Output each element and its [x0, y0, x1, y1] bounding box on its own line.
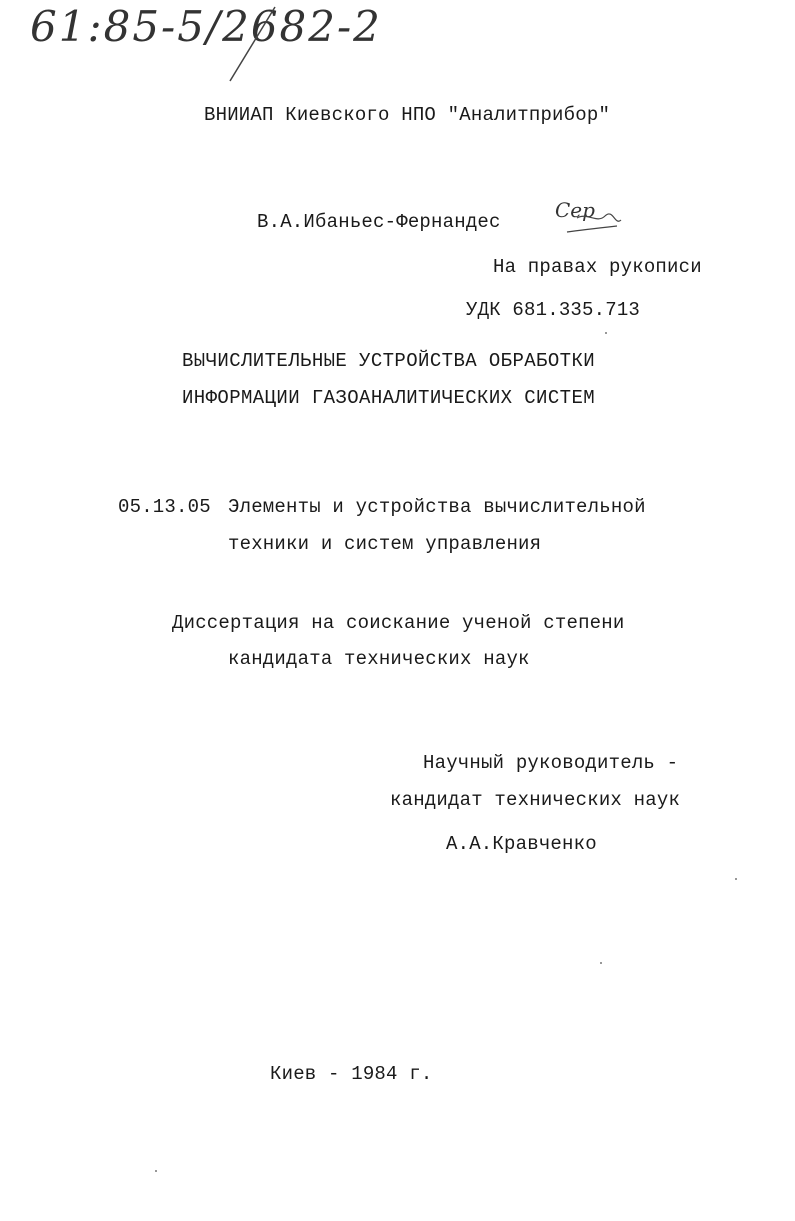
institution-line: ВНИИАП Киевского НПО "Аналитприбор" [204, 104, 611, 126]
scan-speck [605, 332, 607, 334]
supervisor-line2: кандидат технических наук [390, 789, 681, 811]
handwritten-slash-stroke [215, 5, 315, 85]
author-signature: Сер [555, 198, 595, 222]
supervisor-name: А.А.Кравченко [446, 833, 597, 855]
author-name: В.А.Ибаньес-Фернандес [257, 211, 501, 233]
manuscript-rights: На правах рукописи [493, 256, 702, 278]
archive-handwritten-mark: 61:85-5/2682-2 [30, 2, 382, 51]
thesis-title-line2: ИНФОРМАЦИИ ГАЗОАНАЛИТИЧЕСКИХ СИСТЕМ [182, 387, 596, 409]
signature-flourish [555, 198, 625, 240]
place-and-year: Киев - 1984 г. [270, 1063, 433, 1085]
udk-code: УДК 681.335.713 [466, 299, 641, 321]
scan-speck [155, 1170, 157, 1172]
specialty-line1: Элементы и устройства вычислительной [228, 496, 646, 518]
thesis-title-line1: ВЫЧИСЛИТЕЛЬНЫЕ УСТРОЙСТВА ОБРАБОТКИ [182, 350, 596, 372]
supervisor-line1: Научный руководитель - [423, 752, 679, 774]
scan-speck [735, 878, 737, 880]
dissertation-line1: Диссертация на соискание ученой степени [172, 612, 625, 634]
specialty-code: 05.13.05 [118, 496, 211, 518]
dissertation-line2: кандидата технических наук [228, 648, 530, 670]
specialty-line2: техники и систем управления [228, 533, 542, 555]
scan-speck [600, 962, 602, 964]
